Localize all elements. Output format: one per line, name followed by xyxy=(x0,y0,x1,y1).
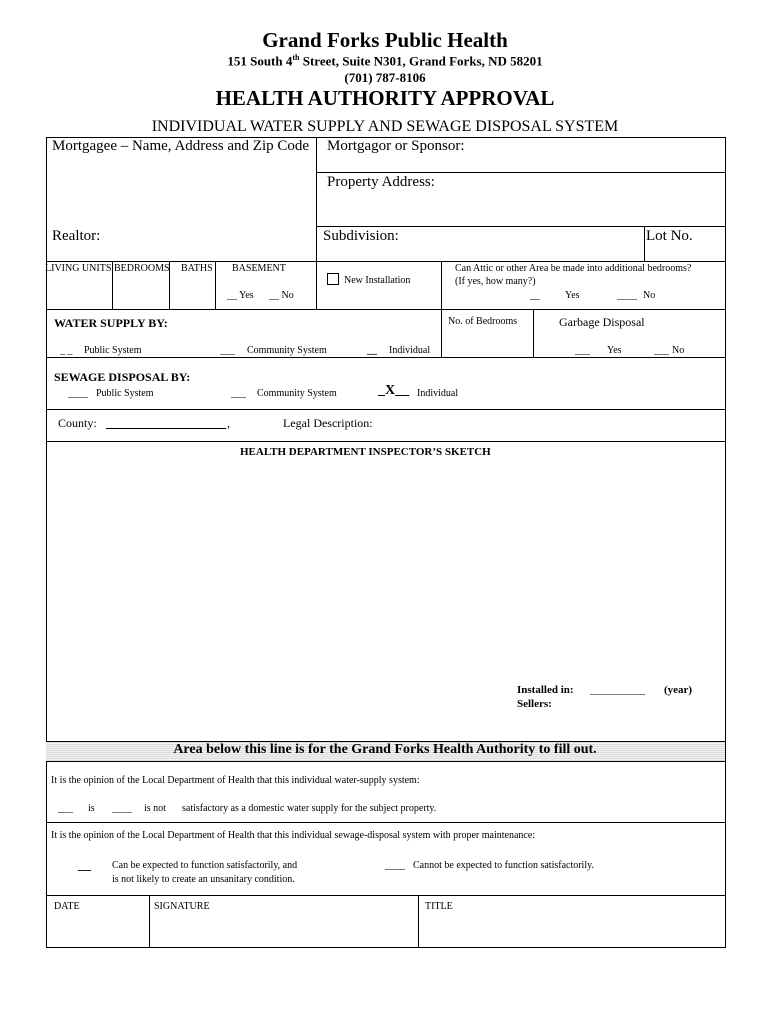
subdivision-label: Subdivision: xyxy=(323,228,399,244)
lot-label: Lot No. xyxy=(646,228,693,244)
water-bottom-line xyxy=(46,357,725,358)
county-label: County: xyxy=(58,416,97,430)
water-div-1 xyxy=(441,309,442,357)
county-comma: , xyxy=(227,416,230,430)
sewage-public-blank[interactable]: ____ xyxy=(68,388,88,399)
signoff-div-1 xyxy=(149,895,150,947)
sketch-title: HEALTH DEPARTMENT INSPECTOR’S SKETCH xyxy=(240,446,491,458)
frame-bottom-line xyxy=(46,947,726,948)
water-supply-label: WATER SUPPLY BY: xyxy=(54,316,168,330)
legal-description-label: Legal Description: xyxy=(283,416,373,430)
sewage-can-line2: is not likely to create an unsanitary condition. xyxy=(112,874,295,885)
sec1-divider xyxy=(316,137,317,261)
water-isnot-blank[interactable]: ____ xyxy=(112,803,132,814)
water-isnot-label: is not xyxy=(144,803,166,814)
lot-divider xyxy=(644,226,645,261)
living-units-header: LIVING UNITS xyxy=(45,263,112,274)
garbage-disposal-label: Garbage Disposal xyxy=(559,315,645,329)
water-opinion-line xyxy=(46,822,725,823)
sellers-label: Sellers: xyxy=(517,698,552,710)
signature-label: SIGNATURE xyxy=(154,901,210,912)
water-individual-label: Individual xyxy=(389,345,431,356)
water-individual-blank[interactable]: __ xyxy=(367,345,377,356)
year-label: (year) xyxy=(664,684,693,696)
title-field[interactable] xyxy=(420,912,723,945)
garbage-no-blank[interactable]: ___ xyxy=(654,345,669,356)
sec1-line-b xyxy=(316,226,725,227)
frame-left-line xyxy=(46,137,47,948)
units-div-4 xyxy=(316,261,317,309)
sec1-line-a xyxy=(316,172,725,173)
sewage-public-label: Public System xyxy=(96,388,154,399)
attic-no: No xyxy=(643,290,656,301)
sewage-opinion-text: It is the opinion of the Local Department of Health that this individual sewage-disposal system with proper maintenance: xyxy=(51,830,536,841)
new-installation-checkbox[interactable] xyxy=(327,273,339,285)
baths-header: BATHS xyxy=(181,263,213,274)
sewage-community-label: Community System xyxy=(257,388,337,399)
banner-bottom-line xyxy=(46,761,725,762)
units-div-3 xyxy=(215,261,216,309)
attic-yes-blank[interactable]: __ xyxy=(530,290,540,301)
org-phone: (701) 787-8106 xyxy=(344,70,426,85)
sewage-cannot-text: Cannot be expected to function satisfactorily. xyxy=(413,860,594,871)
water-is-blank[interactable]: ___ xyxy=(58,803,73,814)
water-opinion-text: It is the opinion of the Local Department of Health that this individual water-supply system: xyxy=(51,775,420,786)
attic-yes: Yes xyxy=(565,290,580,301)
sewage-can-line1: Can be expected to function satisfactorily, and xyxy=(112,860,298,871)
units-top-line xyxy=(46,261,725,262)
signoff-top-line xyxy=(46,895,725,896)
frame-right-line xyxy=(725,137,726,948)
sewage-disposal-label: SEWAGE DISPOSAL BY: xyxy=(54,370,191,384)
units-bottom-line xyxy=(46,309,725,310)
sewage-community-blank[interactable]: ___ xyxy=(231,388,246,399)
sewage-individual-mark[interactable]: _X__ xyxy=(378,383,410,398)
attic-question: Can Attic or other Area be made into additional bedrooms? xyxy=(455,263,692,274)
signature-field[interactable] xyxy=(151,912,416,945)
county-field[interactable] xyxy=(106,428,226,429)
basement-no[interactable]: __ No xyxy=(269,290,294,301)
units-div-5 xyxy=(441,261,442,309)
installed-in-label: Installed in: xyxy=(517,684,574,696)
water-public-blank[interactable]: _ _ xyxy=(60,345,73,356)
no-of-bedrooms-label: No. of Bedrooms xyxy=(448,316,518,327)
sewage-can-blank[interactable]: __ xyxy=(78,857,91,872)
signoff-div-2 xyxy=(418,895,419,947)
water-satisfactory-text: satisfactory as a domestic water supply for the subject property. xyxy=(182,803,437,814)
date-label: DATE xyxy=(54,901,80,912)
property-address-label: Property Address: xyxy=(327,174,435,190)
installed-year-blank[interactable]: __________ xyxy=(590,684,645,696)
water-community-label: Community System xyxy=(247,345,327,356)
date-field[interactable] xyxy=(48,912,147,945)
garbage-yes: Yes xyxy=(607,345,622,356)
garbage-yes-blank[interactable]: ___ xyxy=(575,345,590,356)
county-bottom-line xyxy=(46,441,725,442)
authority-banner-text: Area below this line is for the Grand Forks Health Authority to fill out. xyxy=(173,742,597,757)
county-row xyxy=(58,416,97,431)
bedrooms-header: BEDROOMS xyxy=(114,263,170,274)
org-address: 151 South 4th Street, Suite N301, Grand Forks, ND 58201 xyxy=(227,53,543,69)
title-label: TITLE xyxy=(425,901,453,912)
water-community-blank[interactable]: ___ xyxy=(220,345,235,356)
attic-how-many: (If yes, how many?) xyxy=(455,276,536,287)
water-div-2 xyxy=(533,309,534,357)
attic-no-blank[interactable]: ____ xyxy=(617,290,637,301)
sewage-individual-label: Individual xyxy=(417,388,459,399)
units-div-1 xyxy=(112,261,113,309)
garbage-no: No xyxy=(672,345,685,356)
sketch-area[interactable] xyxy=(50,462,720,682)
new-installation-label: New Installation xyxy=(344,275,411,286)
form-subtitle: INDIVIDUAL WATER SUPPLY AND SEWAGE DISPOSAL SYSTEM xyxy=(151,118,619,135)
basement-header: BASEMENT xyxy=(232,263,286,274)
water-is-label: is xyxy=(88,803,95,814)
sewage-cannot-blank[interactable]: ____ xyxy=(385,860,405,871)
water-public-label: Public System xyxy=(84,345,142,356)
mortgagee-label: Mortgagee – Name, Address and Zip Code xyxy=(52,138,310,154)
org-name: Grand Forks Public Health xyxy=(262,28,508,52)
basement-yes[interactable]: __ Yes xyxy=(227,290,254,301)
realtor-label: Realtor: xyxy=(52,228,101,244)
sewage-bottom-line xyxy=(46,409,725,410)
mortgagor-label: Mortgagor or Sponsor: xyxy=(327,138,465,154)
form-title: HEALTH AUTHORITY APPROVAL xyxy=(215,86,555,110)
